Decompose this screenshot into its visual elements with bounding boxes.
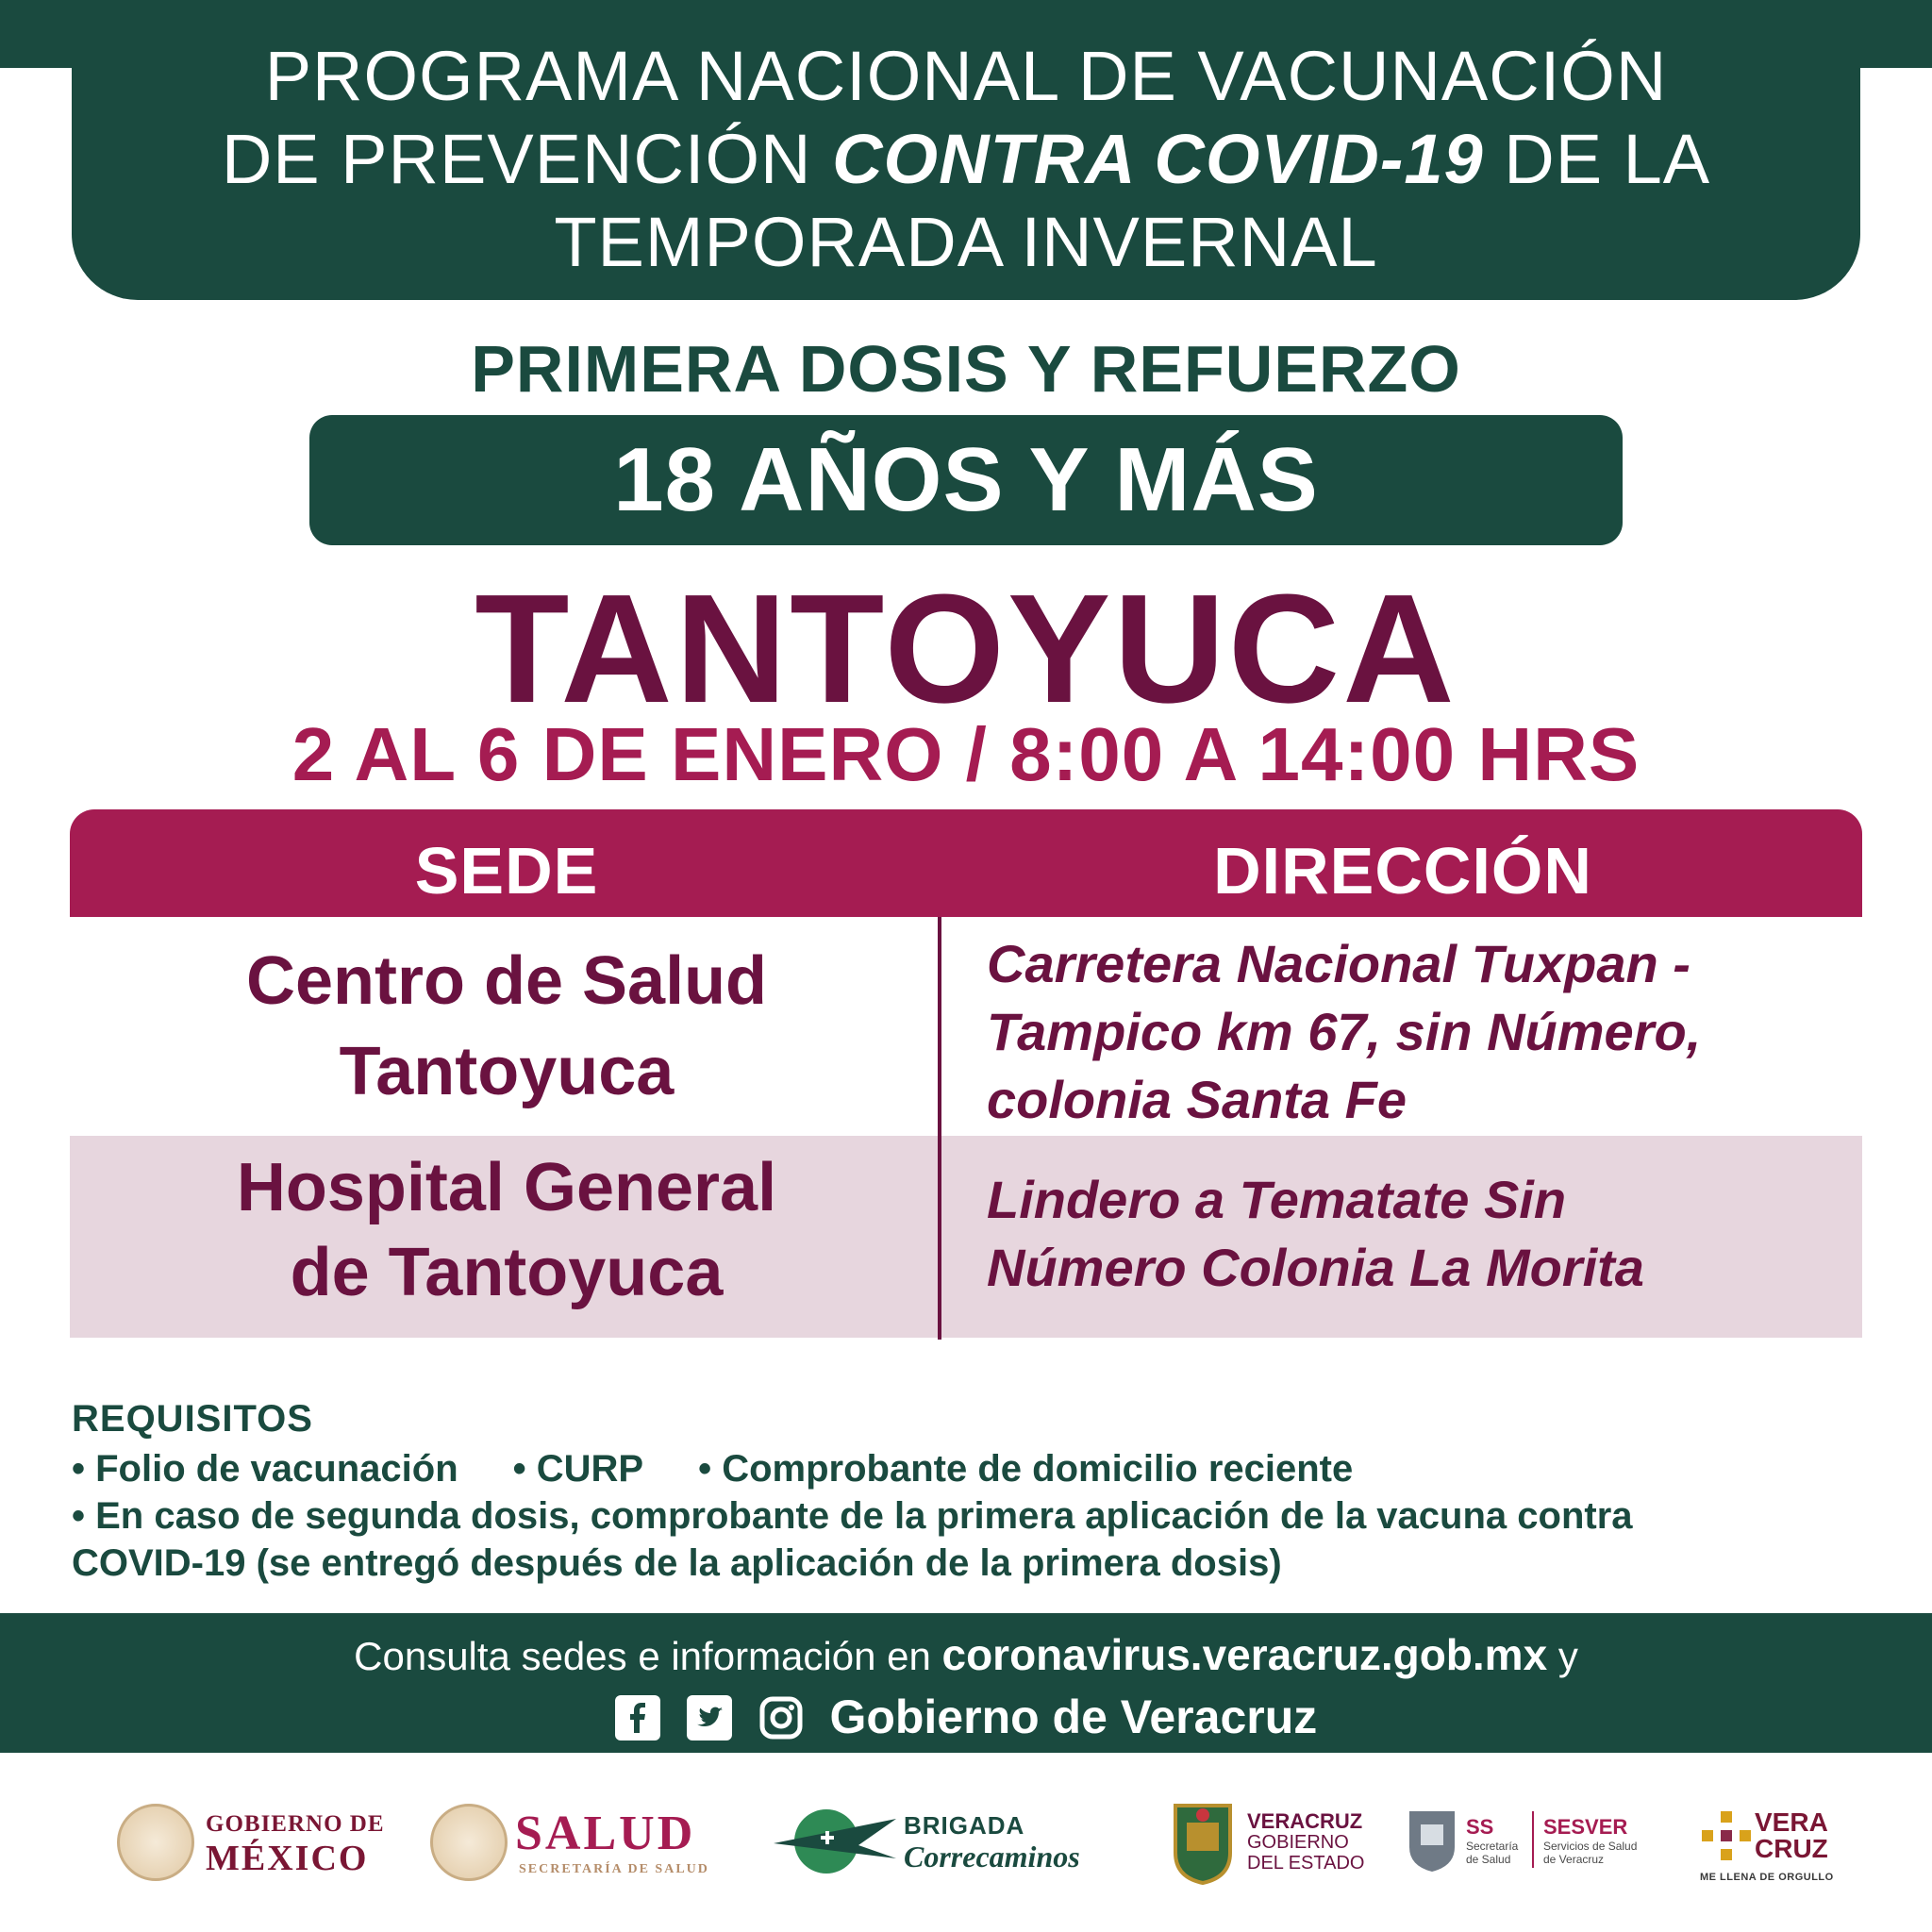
table-header <box>70 809 1862 917</box>
salud-logo: SALUD SECRETARÍA DE SALUD <box>430 1774 713 1896</box>
requirements-list <box>72 1445 1864 1492</box>
veracruz-pattern-icon <box>1702 1811 1751 1860</box>
website-link[interactable]: coronavirus.veracruz.gob.mx <box>941 1630 1548 1679</box>
direccion-cell: Lindero a Tematate Sin Número Colonia La Morita <box>987 1170 1644 1297</box>
veracruz-gobierno-logo: VERACRUZ GOBIERNO DEL ESTADO <box>1170 1774 1377 1896</box>
requirements-title: REQUISITOS <box>72 1398 313 1440</box>
program-header <box>72 0 1860 300</box>
gobierno-mexico-logo: GOBIERNO DE MÉXICO <box>117 1774 391 1896</box>
ss-sesver-logo: SS Secretaría de Salud SESVER Servicios de Salud de Veracruz <box>1406 1774 1651 1896</box>
roadrunner-icon <box>764 1802 906 1881</box>
consulta-line: Consulta sedes e información en coronavirus.veracruz.gob.mx y <box>354 1630 1578 1679</box>
table-row <box>70 917 1862 1136</box>
age-badge: 18 AÑOS Y MÁS <box>309 415 1623 545</box>
info-footer <box>0 1613 1932 1753</box>
header-emphasis: CONTRA COVID-19 <box>832 120 1484 198</box>
mexico-seal-icon <box>117 1804 194 1881</box>
twitter-icon[interactable] <box>687 1695 732 1740</box>
sede-cell: Hospital General de Tantoyuca <box>236 1150 777 1310</box>
header-line-3: TEMPORADA INVERNAL <box>554 203 1378 281</box>
ss-shield-icon <box>1406 1807 1458 1874</box>
requirement-item: • Folio de vacunación <box>72 1448 458 1490</box>
veracruz-shield-icon <box>1170 1800 1236 1885</box>
institution-logos <box>0 1774 1932 1906</box>
dates-schedule: 2 AL 6 DE ENERO / 8:00 A 14:00 HRS <box>291 712 1641 796</box>
requirement-item: • Comprobante de domicilio reciente <box>698 1448 1354 1490</box>
social-line <box>0 1687 1932 1747</box>
veracruz-orgullo-logo: VERA CRUZ ME LLENA DE ORGULLO <box>1700 1807 1834 1883</box>
instagram-icon[interactable] <box>758 1695 804 1740</box>
requirements-section <box>72 1392 1864 1587</box>
facebook-icon[interactable] <box>615 1695 660 1740</box>
mexico-seal-icon <box>430 1804 508 1881</box>
column-header-direccion: DIRECCIÓN <box>1213 834 1592 908</box>
table-divider <box>938 917 941 1340</box>
social-account-name: Gobierno de Veracruz <box>829 1690 1318 1743</box>
sede-cell: Centro de Salud Tantoyuca <box>245 943 768 1109</box>
dose-subtitle: PRIMERA DOSIS Y REFUERZO <box>471 332 1461 406</box>
logo-divider <box>1532 1811 1534 1868</box>
requirement-second-dose: • En caso de segunda dosis, comprobante de la primera aplicación de la vacuna contra <box>72 1495 1633 1537</box>
city-title: TANTOYUCA <box>475 562 1457 735</box>
header-line-1: PROGRAMA NACIONAL DE VACUNACIÓN <box>264 37 1668 115</box>
brigada-correcaminos-logo: BRIGADA Correcaminos <box>764 1774 1123 1896</box>
column-header-sede: SEDE <box>414 834 599 908</box>
requirement-second-dose-cont: COVID-19 (se entregó después de la aplicación de la primera dosis) <box>72 1542 1282 1584</box>
table-row <box>70 1136 1862 1338</box>
requirement-item: • CURP <box>512 1448 644 1490</box>
header-line-2: DE PREVENCIÓN CONTRA COVID-19 DE LA <box>221 120 1711 198</box>
direccion-cell: Carretera Nacional Tuxpan - Tampico km 67, sin Número, colonia Santa Fe <box>987 934 1702 1129</box>
